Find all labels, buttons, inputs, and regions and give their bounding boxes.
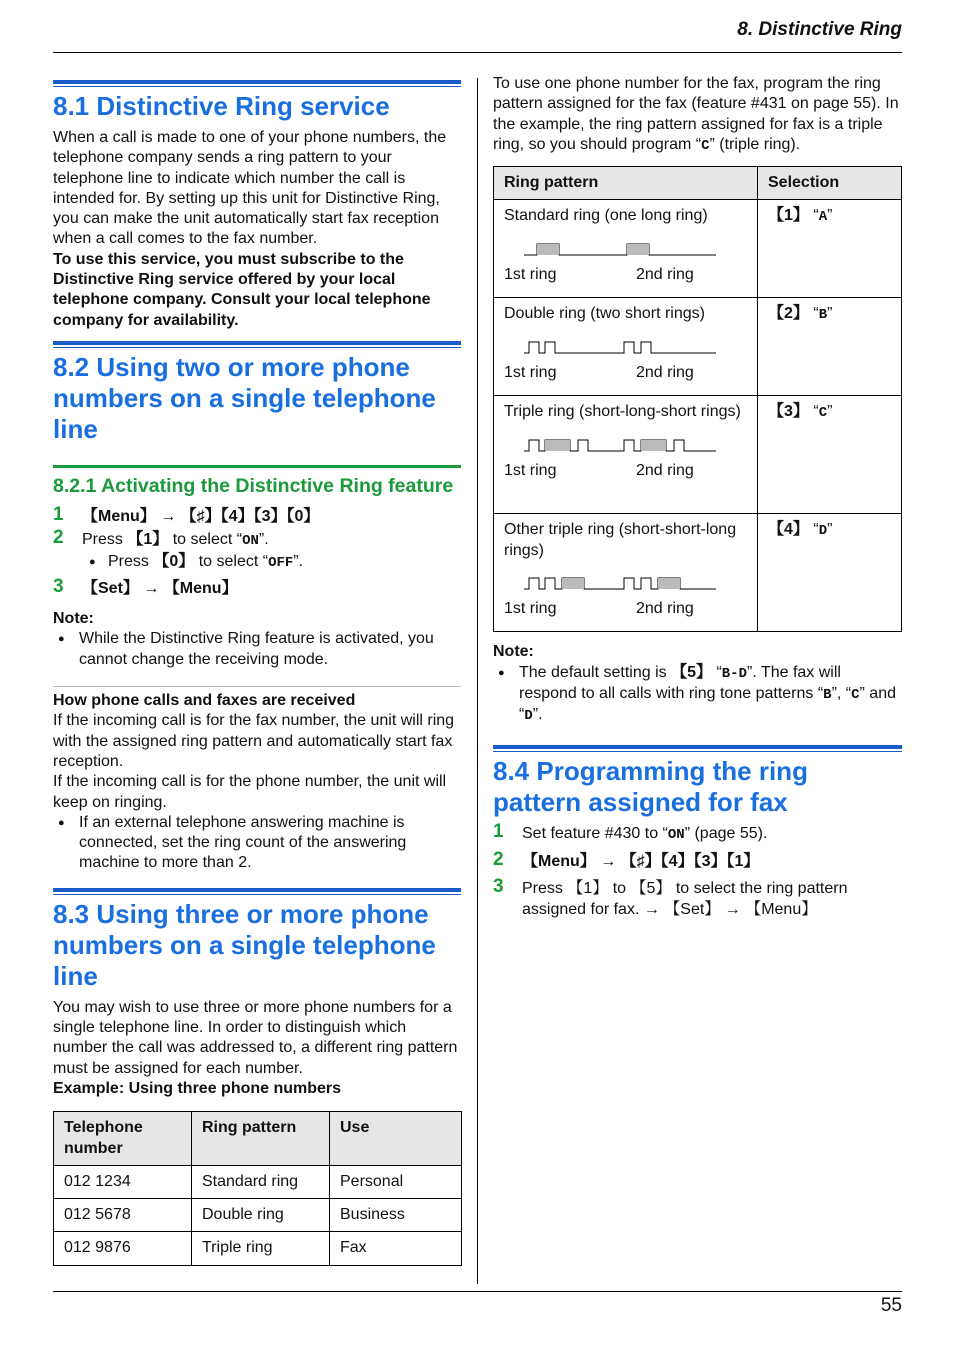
ring-label: 2nd ring (636, 461, 694, 479)
ring-label: 1st ring (504, 461, 557, 479)
table-cell: Fax (330, 1232, 462, 1265)
note-text: ”. (532, 706, 543, 724)
step-1-text: 【Menu】 → 【♯】【4】【3】【0】 (82, 507, 320, 525)
display-value: C (701, 137, 710, 154)
step-2 (53, 527, 461, 551)
how-paragraph-2: If the incoming call is for the phone number, the unit will keep on ringing. (53, 773, 447, 811)
display-value: B (823, 687, 832, 704)
step-3 (493, 876, 902, 920)
step-2-text: ”. (258, 531, 269, 549)
ring-pattern-cell (494, 514, 758, 632)
step-2 (493, 848, 902, 872)
ring-label: 2nd ring (636, 600, 694, 618)
table-row (54, 1165, 462, 1198)
ring-row (494, 396, 902, 514)
ring-waveform-double (504, 329, 724, 363)
intro-text: ” (triple ring). (709, 135, 801, 153)
sub-text: Press (108, 552, 154, 570)
table-cell: 012 1234 (54, 1165, 192, 1198)
display-value: D (524, 708, 533, 725)
ring-label: 1st ring (504, 265, 557, 283)
table-header: Ring pattern (494, 167, 758, 200)
section-bar (493, 751, 902, 752)
ring-label: 2nd ring (636, 363, 694, 381)
key-label: 【5】 (671, 663, 712, 681)
how-paragraph-1: If the incoming call is for the fax number, the unit will ring with the assigned ring pattern and automatically start fax reception. (53, 712, 455, 770)
ring-label: 1st ring (504, 363, 557, 381)
right-column (493, 74, 902, 920)
note-label: Note: (53, 610, 94, 628)
section-8-4-title: 8.4 Programming the ring pattern assigned for fax (493, 755, 808, 817)
table-header: Use (330, 1112, 462, 1166)
ring-labels (504, 599, 747, 619)
table-header-row (54, 1112, 462, 1166)
section-bar (53, 347, 461, 348)
ring-pattern-cell (494, 200, 758, 298)
display-value: D (818, 523, 828, 540)
table-cell: Standard ring (192, 1165, 330, 1198)
note-text: . The fax will respond to all calls with ring tone patterns “ (519, 663, 841, 703)
divider (53, 686, 461, 687)
subsection-8-2-1-title: 8.2.1 Activating the Distinctive Ring feature (53, 474, 454, 497)
table-cell: Personal (330, 1165, 462, 1198)
step-number: 2 (493, 848, 504, 870)
table-cell: Double ring (192, 1199, 330, 1232)
ring-waveform-other (504, 565, 724, 599)
chapter-header: 8. Distinctive Ring (737, 19, 902, 40)
ring-pattern-name: Double ring (two short rings) (504, 305, 705, 323)
ring-waveform-single (504, 231, 724, 265)
note-text: ”, “ (831, 685, 852, 703)
selection-cell: 【2】 “B” (758, 298, 902, 396)
display-value: OFF (268, 554, 294, 571)
note-bullet: ● While the Distinctive Ring feature is activated, you cannot change the receiving mode. (53, 629, 461, 670)
selection-cell: 【1】 “A” (758, 200, 902, 298)
selection-cell: 【3】 “C” (758, 396, 902, 514)
table-row (54, 1199, 462, 1232)
subsection-bar (53, 465, 461, 468)
step-number: 1 (53, 503, 64, 525)
note-label: Note: (493, 643, 534, 661)
step-2-text: Press (82, 531, 128, 549)
ring-waveform-triple (504, 427, 724, 461)
note-text: The default setting is (519, 663, 672, 681)
display-value: C (851, 687, 860, 704)
sub-text: ”. (293, 552, 304, 570)
section-bar (53, 894, 461, 895)
table-row (54, 1232, 462, 1265)
section-8-1-body: When a call is made to one of your phone numbers, the telephone company sends a ring pattern to your telephone line to indicate which number the call is intended for. By setting up this unit for Distinctive Ring, you can make the unit automatically start fax reception when a call comes to the fax number. (53, 129, 447, 248)
footer-rule (53, 1291, 902, 1292)
ring-pattern-cell (494, 298, 758, 396)
key-label: 【1】 (768, 207, 809, 225)
step-2-text: 【Menu】 → 【♯】【4】【3】【1】 (522, 852, 760, 870)
step-1 (53, 503, 461, 527)
display-value: ON (242, 533, 259, 550)
section-8-3-title: 8.3 Using three or more phone numbers on a single telephone line (53, 898, 436, 991)
note-text: ” and “ (519, 685, 896, 724)
table-header-row (494, 167, 902, 200)
display-value: B (818, 307, 828, 324)
table-header: Ring pattern (192, 1112, 330, 1166)
step-2-text: to select “ (168, 531, 243, 549)
left-column (53, 80, 461, 1266)
key-label: 【0】 (153, 552, 195, 570)
display-value: A (818, 209, 828, 226)
phone-number-table (53, 1111, 462, 1265)
key-label: 【1】 (127, 531, 169, 549)
page-number: 55 (880, 1295, 902, 1316)
section-bar (493, 745, 902, 749)
section-8-1-title: 8.1 Distinctive Ring service (53, 91, 390, 121)
section-bar (53, 341, 461, 345)
key-label: 【3】 (768, 403, 809, 421)
step-1-text: Set feature #430 to “ (522, 824, 668, 842)
example-label: Example: Using three phone numbers (53, 1079, 342, 1097)
ring-label: 1st ring (504, 600, 557, 618)
step-3-text: 【Set】 → 【Menu】 (82, 579, 238, 597)
table-cell: Business (330, 1199, 462, 1232)
ring-labels (504, 363, 747, 383)
section-bar (53, 888, 461, 892)
table-cell: Triple ring (192, 1232, 330, 1265)
step-number: 3 (493, 876, 504, 898)
ring-row (494, 514, 902, 632)
ring-pattern-table (493, 166, 902, 632)
section-8-2-title: 8.2 Using two or more phone numbers on a single telephone line (53, 351, 436, 444)
right-intro (493, 74, 902, 156)
column-divider (477, 78, 478, 1284)
key-label: 【4】 (768, 521, 809, 539)
display-value: C (818, 405, 828, 422)
section-bar (53, 86, 461, 87)
sub-text: to select “ (194, 552, 269, 570)
step-3-text: Press 【1】 to 【5】 to select the ring pattern assigned for fax. → 【Set】 → 【Menu】 (522, 880, 848, 918)
step-number: 1 (493, 820, 504, 842)
note-bullet: ● The default setting is 【5】 “B-D”. The fax will respond to all calls with ring tone patterns “B”, “C” and “D”. (493, 663, 902, 727)
selection-cell: 【4】 “D” (758, 514, 902, 632)
section-bar (53, 80, 461, 84)
display-value: ON (667, 826, 685, 843)
ring-labels (504, 461, 747, 481)
step-1 (493, 820, 902, 845)
step-number: 3 (53, 575, 64, 597)
ring-pattern-cell (494, 396, 758, 514)
key-label: 【2】 (768, 305, 809, 323)
ring-pattern-name: Standard ring (one long ring) (504, 207, 708, 225)
intro-text: To use one phone number for the fax, program the ring pattern assigned for the fax (feature #431 on page 55). In the example, the ring pattern assigned for fax is a triple ring, so you should program “ (493, 75, 899, 153)
ring-row (494, 298, 902, 396)
table-cell: 012 9876 (54, 1232, 192, 1265)
ring-pattern-name: Other triple ring (short-short-long rings) (504, 521, 737, 559)
how-title: How phone calls and faxes are received (53, 692, 356, 710)
section-8-3-body: You may wish to use three or more phone numbers for a single telephone line. In order to distinguish which number the call was addressed to, a different ring pattern must be assigned for each number. (53, 998, 458, 1077)
step-2-sub-bullet (53, 552, 461, 573)
table-cell: 012 5678 (54, 1199, 192, 1232)
ring-pattern-name: Triple ring (short-long-short rings) (504, 403, 741, 421)
ring-label: 2nd ring (636, 265, 694, 283)
step-1-text: ” (page 55). (684, 824, 768, 842)
table-header: Telephone number (54, 1112, 192, 1166)
header-rule (53, 52, 902, 53)
step-number: 2 (53, 527, 64, 549)
table-header: Selection (758, 167, 902, 200)
display-value: B-D (721, 665, 747, 682)
section-8-1-bold: To use this service, you must subscribe to the Distinctive Ring service offered by your local telephone company. Consult your local telephone company for availability. (53, 250, 431, 329)
ring-labels (504, 265, 747, 285)
ring-row (494, 200, 902, 298)
how-bullet: ● If an external telephone answering machine is connected, set the ring count of the answering machine to more than 2. (53, 813, 461, 874)
step-3 (53, 575, 461, 599)
